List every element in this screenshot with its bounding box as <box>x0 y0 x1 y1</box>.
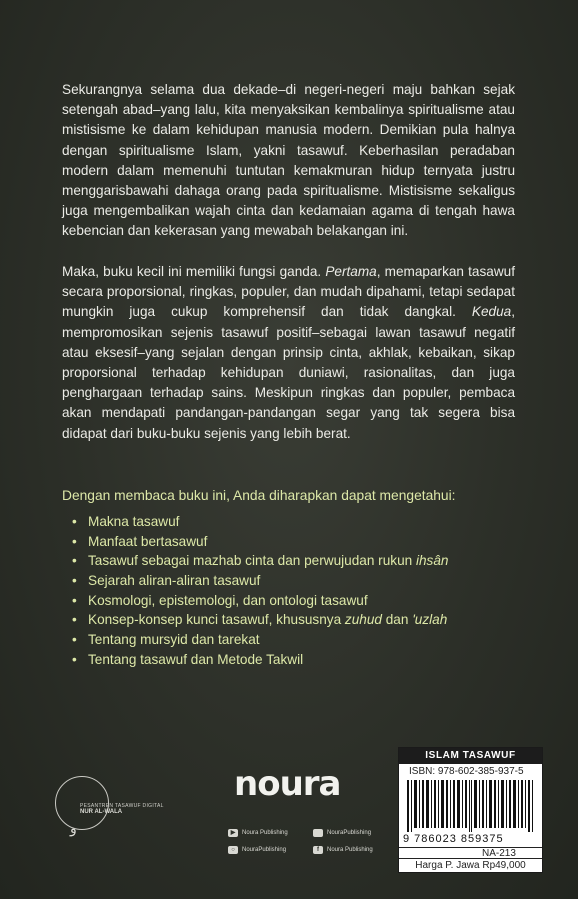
twitter-handle <box>313 829 371 837</box>
bullet-icon: • <box>72 632 77 648</box>
instagram-handle <box>228 846 286 854</box>
bullet-icon: • <box>72 612 77 628</box>
price-label: Harga P. Jawa Rp49,000 <box>399 858 542 872</box>
list-item <box>72 591 448 611</box>
bullet-icon: • <box>72 592 77 608</box>
bullet-icon: • <box>72 573 77 589</box>
p2-emphasis-kedua: Kedua <box>471 304 512 320</box>
book-category: ISLAM TASAWUF <box>399 748 542 764</box>
facebook-handle <box>313 846 373 854</box>
list-item <box>72 512 448 532</box>
list-item-label: Sejarah aliran-aliran tasawuf <box>88 573 261 589</box>
product-code: NA-213 <box>482 848 516 859</box>
barcode-icon <box>407 780 534 832</box>
twitter-label: NouraPublishing <box>327 830 372 836</box>
barcode-panel <box>398 747 543 873</box>
list-item <box>72 571 448 591</box>
list-item <box>72 551 448 571</box>
seal-name: NUR AL-WALA <box>80 809 123 815</box>
list-item-emphasis: ihsân <box>415 553 449 569</box>
publisher-logo: noura <box>234 764 341 804</box>
barcode-number: 9 786023 859375 <box>403 833 504 845</box>
p2-emphasis-pertama: Pertama <box>325 264 377 279</box>
p2-text-a: Maka, buku kecil ini memiliki fungsi ganda. <box>62 264 326 279</box>
bullet-icon: • <box>72 651 77 667</box>
list-intro: Dengan membaca buku ini, Anda diharapkan dapat mengetahui: <box>62 488 456 503</box>
list-item-label: Tentang mursyid dan tarekat <box>88 632 260 648</box>
list-item-emphasis: 'uzlah <box>412 612 448 628</box>
youtube-handle <box>228 829 288 837</box>
topics-list <box>72 512 448 670</box>
description-paragraph-1: Sekurangnya selama dua dekade–di negeri-negeri maju bahkan sejak setengah abad–yang lalu, kita menyaksikan kembalinya spiritualisme atau mistisisme ke dalam kehidupan manusia modern. Demikian pula halnya dengan spiritualisme Islam, yakni tasawuf. Keberhasilan peradaban modern dalam memenuhi tuntutan kemakmuran hidup ternyata justru menggarisbawahi dahaga orang pada spiritualisme. Mistisisme sekaligus juga mengembalikan wajah cinta dan kedamaian agama di tengah hawa kebencian dan kekerasan yang mewabah belakangan ini. <box>62 82 515 239</box>
facebook-icon: f <box>313 846 323 854</box>
list-item-label: Makna tasawuf <box>88 514 180 529</box>
list-item-label: Kosmologi, epistemologi, dan ontologi tasawuf <box>88 592 368 608</box>
list-item-emphasis: zuhud <box>344 612 382 628</box>
description-paragraph-2 <box>62 262 515 444</box>
list-item-label: dan <box>381 612 413 628</box>
list-item-label: Konsep-konsep kunci tasawuf, khususnya <box>88 612 345 628</box>
list-item-label: Tentang tasawuf dan Metode Takwil <box>88 651 304 667</box>
bullet-icon: • <box>72 514 77 529</box>
youtube-icon: ▶ <box>228 829 238 837</box>
isbn-text: ISBN: 978-602-385-937-5 <box>409 766 524 777</box>
seal-subtitle: PESANTREN TASAWUF DIGITAL <box>80 803 164 809</box>
instagram-label: NouraPublishing <box>242 847 287 853</box>
bullet-icon: • <box>72 553 77 569</box>
list-item <box>72 630 448 650</box>
list-item-label: Manfaat bertasawuf <box>88 533 208 549</box>
list-item <box>72 650 448 670</box>
instagram-icon: ○ <box>228 846 238 854</box>
calligraphy-glyph-icon: و <box>70 820 77 836</box>
youtube-label: Noura Publishing <box>242 830 288 836</box>
bullet-icon: • <box>72 533 77 549</box>
facebook-label: Noura Publishing <box>327 847 373 853</box>
p2-text-b: , memaparkan tasawuf secara proporsional, ringkas, populer, dan mudah dipahami, tetapi sedapat mungkin juga cukup komprehensif dan tidak dangkal. <box>62 264 515 320</box>
list-item <box>72 610 448 630</box>
list-item-label: Tasawuf sebagai mazhab cinta dan perwujudan rukun <box>88 553 416 569</box>
divider <box>399 847 542 848</box>
list-item <box>72 532 448 552</box>
twitter-icon <box>313 829 323 837</box>
p2-text-c: , mempromosikan sejenis tasawuf positif–sebagai lawan tasawuf negatif atau eksesif–yang sejalan dengan prinsip cinta, akhlak, kebaikan, sikap proporsional terhadap kehidupan duniawi, rasionalitas, dan juga penghargaan terhadap sains. Meskipun ringkas dan populer, pembaca akan mendapati pandangan-pandangan segar yang tak segera bisa didapat dari buku-buku sejenis yang lebih berat. <box>62 304 515 441</box>
